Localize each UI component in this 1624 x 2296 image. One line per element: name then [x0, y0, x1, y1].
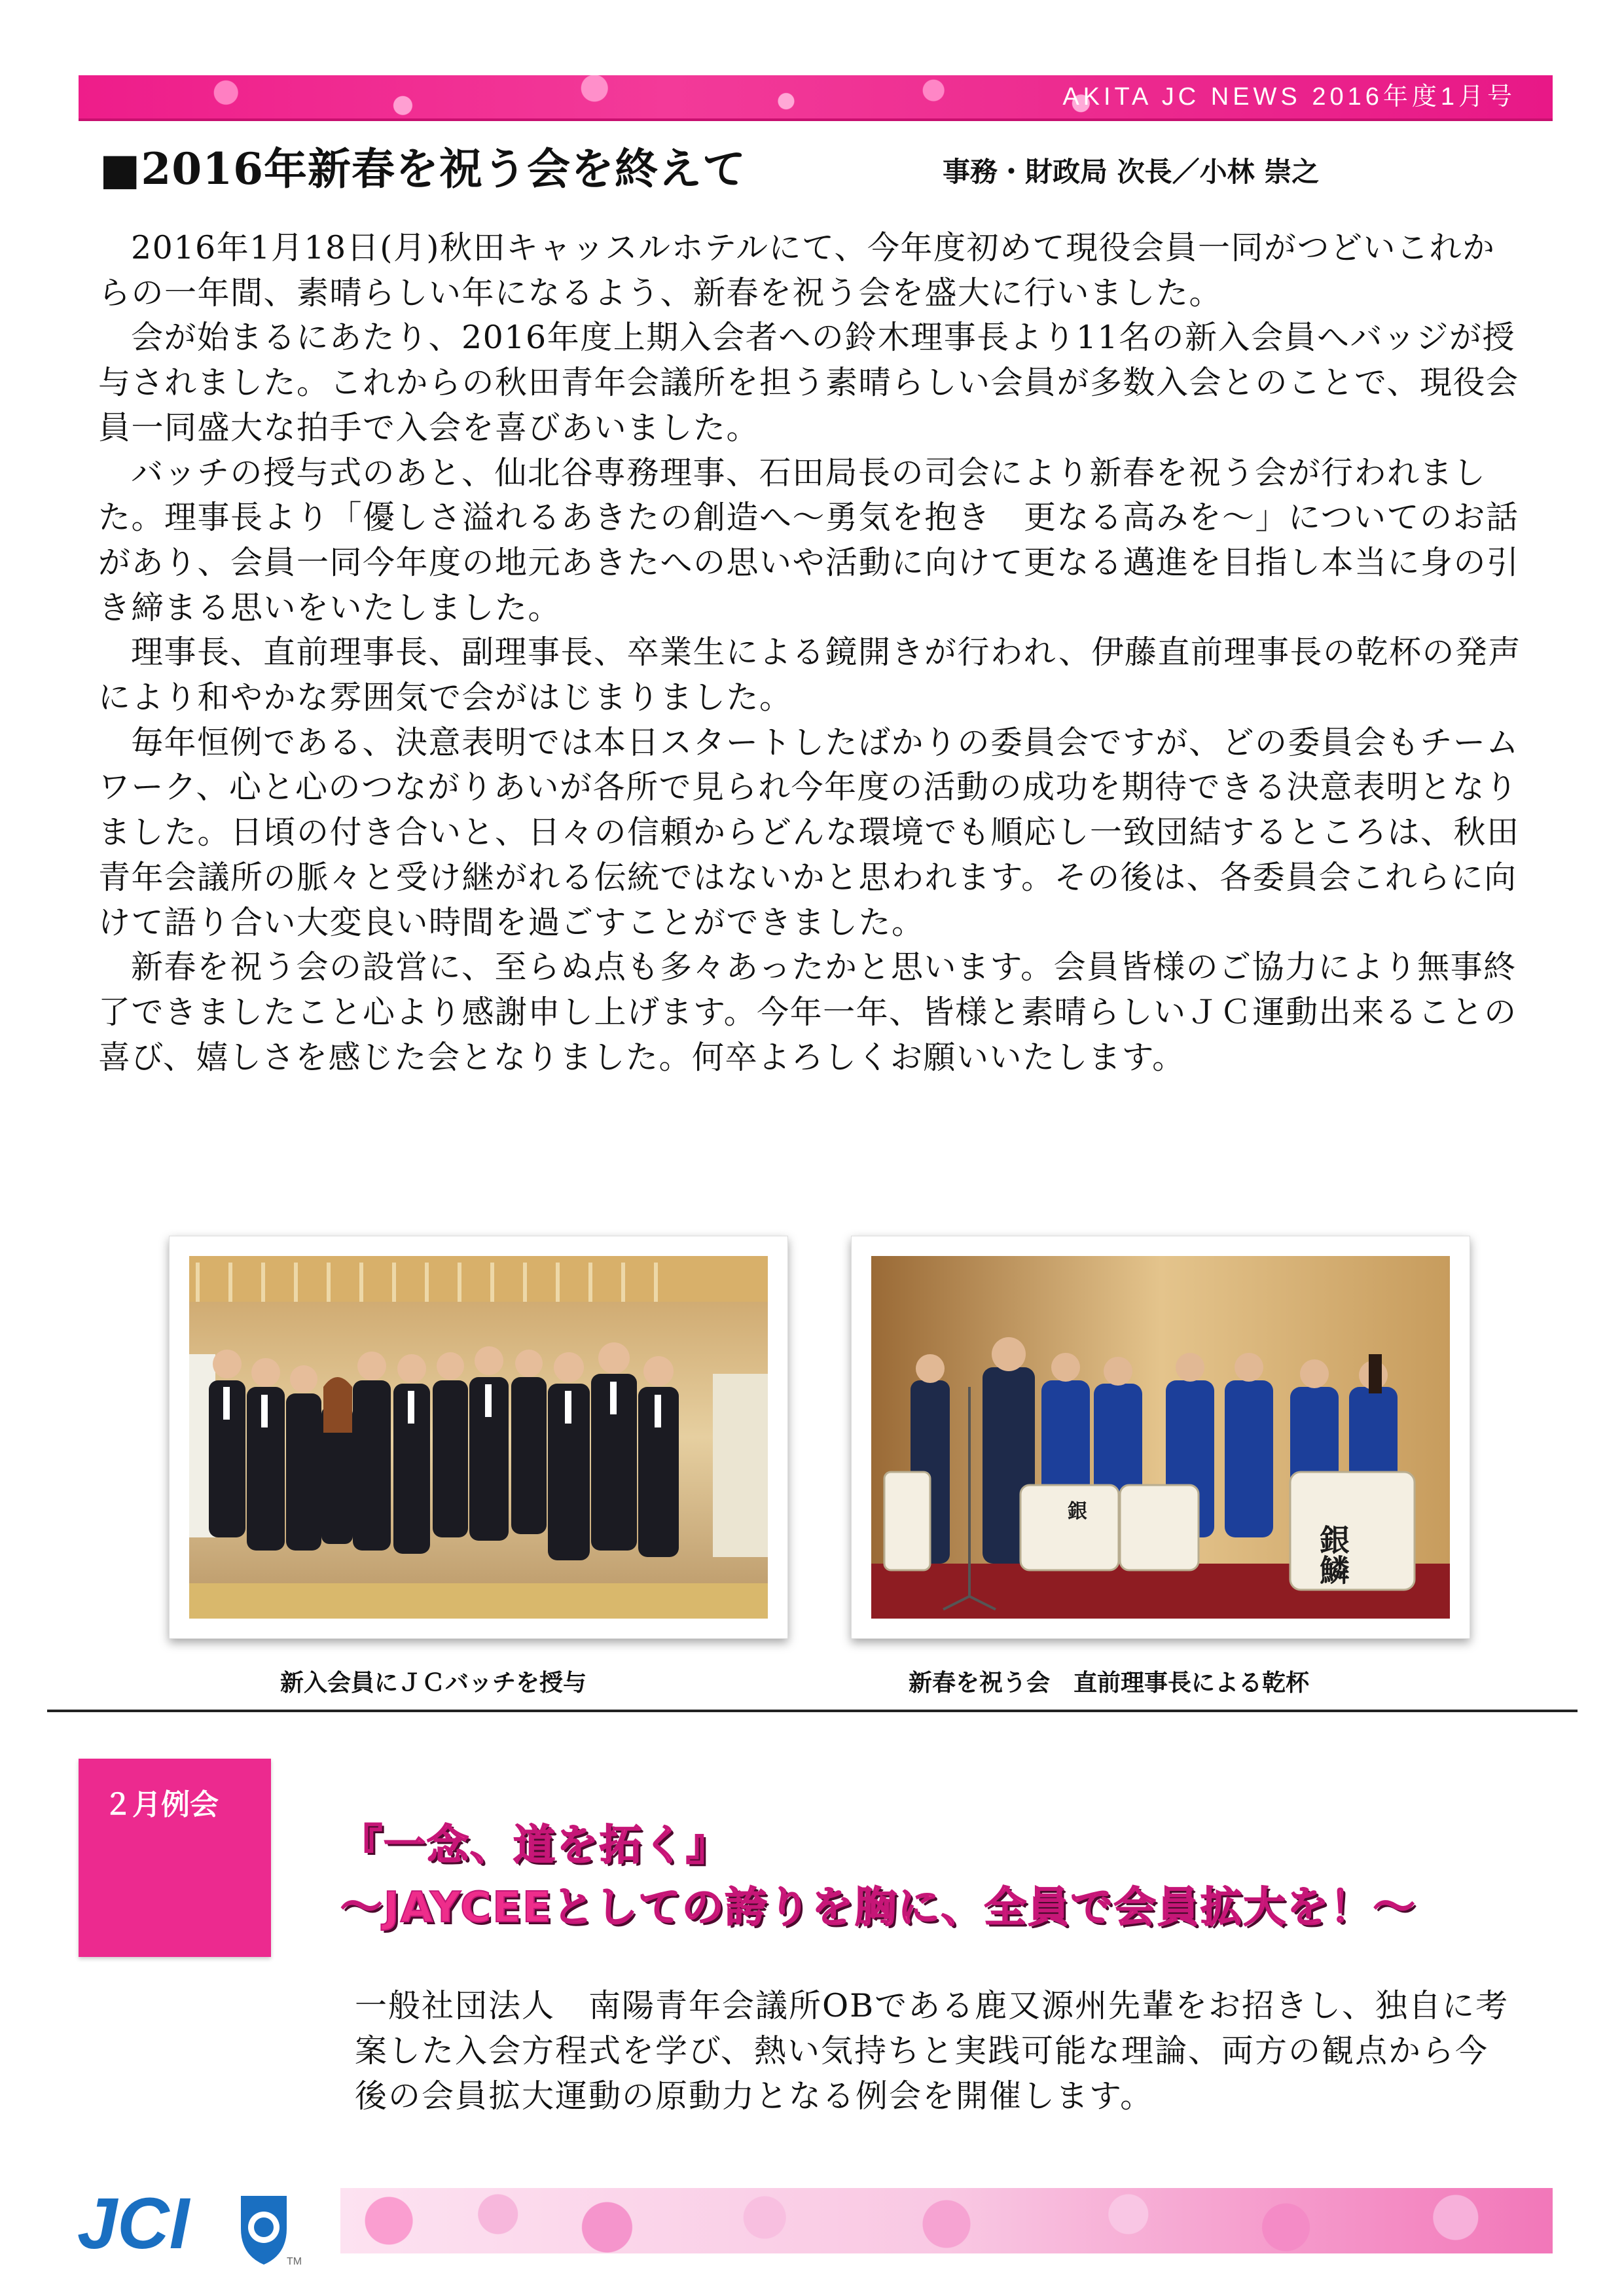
photo-image: [871, 1256, 1450, 1619]
barrel-label: 銀: [1068, 1500, 1087, 1523]
paragraph: 毎年恒例である、決意表明では本日スタートしたばかりの委員会ですが、どの委員会もチームワーク、心と心のつながりあいが各所で見られ今年度の活動の成功を期待できる決意表明となりました。日頃の付き合いと、日々の信頼からどんな環境でも順応し一致団結するところは、秋田青年会議所の脈々と受け継がれる伝統ではないかと思われます。その後は、各委員会これらに向けて語り合い大変良い時間を過ごすことができました。: [98, 723, 1520, 941]
event-label: ２月例会: [103, 1788, 219, 1821]
article-title: ■2016年新春を祝う会を終えて: [99, 143, 747, 194]
paragraph: 会が始まるにあたり、2016年度上期入会者への鈴木理事長より11名の新入会員へバッジが授与されました。これからの秋田青年会議所を担う素晴らしい会員が多数入会とのことで、現役会員一同盛大な拍手で入会を喜びあいました。: [98, 319, 1519, 446]
jci-logo-text: JCI: [77, 2183, 190, 2264]
event-title-line2: ～JAYCEEとしての誇りを胸に、全員で会員拡大を！～: [340, 1884, 1416, 1932]
article-body: [98, 226, 1525, 1080]
article-author: 事務・財政局 次長／小林 崇之: [943, 156, 1320, 188]
paragraph: 理事長、直前理事長、副理事長、卒業生による鏡開きが行われ、伊藤直前理事長の乾杯の発声により和やかな雰囲気で会がはじまりました。: [98, 634, 1521, 717]
header-bar: [79, 75, 1553, 121]
photo-caption: 新春を祝う会 直前理事長による乾杯: [909, 1670, 1310, 1696]
photo-new-members: [169, 1236, 788, 1639]
event-label-box: [79, 1759, 271, 1957]
paragraph: 2016年1月18日(月)秋田キャッスルホテルにて、今年度初めて現役会員一同がつどいこれからの一年間、素晴らしい年になるよう、新春を祝う会を盛大に行いました。: [98, 229, 1496, 312]
jci-emblem-icon: [241, 2196, 287, 2265]
event-title-line1: 『一念、道を拓く』: [340, 1821, 729, 1870]
barrel-label: 銀鱗: [1315, 1524, 1350, 1585]
paragraph: 新春を祝う会の設営に、至らぬ点も多々あったかと思います。会員皆様のご協力により無事終了できましたこと心より感謝申し上げます。今年一年、皆様と素晴らしいＪＣ運動出来ることの喜び、嬉しさを感じた会となりました。何卒よろしくお願いいたします。: [98, 948, 1517, 1076]
event-description: 一般社団法人 南陽青年会議所OBである鹿又源州先輩をお招きし、独自に考案した入会方程式を学び、熱い気持ちと実践可能な理論、両方の観点から今後の会員拡大運動の原動力となる例会を開催します。: [355, 1987, 1509, 2115]
photo-image: [189, 1256, 768, 1619]
photo-caption: 新入会員にＪＣバッチを授与: [280, 1670, 587, 1696]
footer-decoration: [340, 2188, 1553, 2253]
trademark-mark: TM: [287, 2256, 302, 2267]
paragraph: バッチの授与式のあと、仙北谷専務理事、石田局長の司会により新春を祝う会が行われました。理事長より「優しさ溢れるあきたの創造へ～勇気を抱き 更なる高みを～」についてのお話があり、会員一同今年度の地元あきたへの思いや活動に向けて更なる邁進を目指し本当に身の引き締まる思いをいたしました。: [98, 454, 1520, 626]
newsletter-title: AKITA JC NEWS 2016年度1月号: [1062, 83, 1516, 111]
section-divider: [47, 1710, 1578, 1712]
jci-logo: [77, 2183, 313, 2270]
photo-toast: [851, 1236, 1470, 1639]
